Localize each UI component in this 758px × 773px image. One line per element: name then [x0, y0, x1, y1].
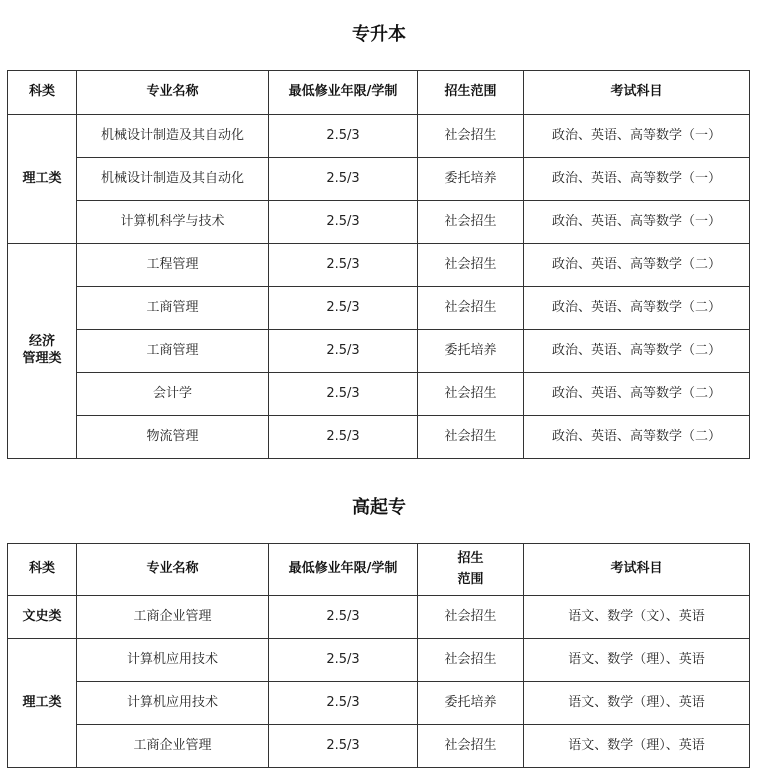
table-row	[8, 682, 750, 725]
header-scope-line: 招生	[457, 550, 484, 566]
scope-cell: 社会招生	[418, 201, 524, 244]
scope-cell: 委托培养	[418, 330, 524, 373]
years-cell: 2.5/3	[269, 725, 418, 768]
header-exam: 考试科目	[524, 544, 750, 596]
major-cell: 机械设计制造及其自动化	[77, 158, 269, 201]
major-cell: 物流管理	[77, 416, 269, 459]
major-cell: 工程管理	[77, 244, 269, 287]
scope-cell: 社会招生	[418, 115, 524, 158]
table-row	[8, 725, 750, 768]
scope-cell: 社会招生	[418, 244, 524, 287]
major-cell: 机械设计制造及其自动化	[77, 115, 269, 158]
category-cell: 理工类	[8, 639, 77, 768]
exam-cell: 政治、英语、高等数学（一）	[524, 115, 750, 158]
category-line: 经济	[28, 334, 55, 350]
category-line: 管理类	[22, 351, 62, 366]
table-row	[8, 416, 750, 459]
years-cell: 2.5/3	[269, 682, 418, 725]
years-cell: 2.5/3	[269, 416, 418, 459]
scope-cell: 委托培养	[418, 682, 524, 725]
table-row	[8, 596, 750, 639]
years-cell: 2.5/3	[269, 158, 418, 201]
major-cell: 计算机应用技术	[77, 639, 269, 682]
years-cell: 2.5/3	[269, 373, 418, 416]
gaoqizhuan-table	[7, 543, 750, 768]
table1-title: 专升本	[352, 24, 406, 45]
zhuanshengben-table	[7, 70, 750, 459]
table-row	[8, 330, 750, 373]
major-cell: 工商管理	[77, 287, 269, 330]
exam-cell: 政治、英语、高等数学（二）	[524, 416, 750, 459]
scope-cell: 委托培养	[418, 158, 524, 201]
scope-cell: 社会招生	[418, 373, 524, 416]
major-cell: 计算机应用技术	[77, 682, 269, 725]
years-cell: 2.5/3	[269, 596, 418, 639]
header-category: 科类	[8, 544, 77, 596]
category-cell: 理工类	[8, 115, 77, 244]
exam-cell: 语文、数学（文）、英语	[524, 596, 750, 639]
table2-title: 高起专	[352, 497, 406, 518]
major-cell: 工商企业管理	[77, 596, 269, 639]
years-cell: 2.5/3	[269, 201, 418, 244]
years-cell: 2.5/3	[269, 639, 418, 682]
years-cell: 2.5/3	[269, 330, 418, 373]
years-cell: 2.5/3	[269, 287, 418, 330]
category-cell	[8, 244, 77, 459]
table-row	[8, 158, 750, 201]
header-category: 科类	[8, 71, 77, 115]
table-row	[8, 639, 750, 682]
years-cell: 2.5/3	[269, 244, 418, 287]
table-header-row	[8, 71, 750, 115]
header-years: 最低修业年限/学制	[269, 544, 418, 596]
table-row	[8, 201, 750, 244]
scope-cell: 社会招生	[418, 416, 524, 459]
scope-cell: 社会招生	[418, 287, 524, 330]
major-cell: 计算机科学与技术	[77, 201, 269, 244]
exam-cell: 政治、英语、高等数学（二）	[524, 330, 750, 373]
header-major: 专业名称	[77, 71, 269, 115]
table-header-row	[8, 544, 750, 596]
table-row	[8, 115, 750, 158]
exam-cell: 政治、英语、高等数学（二）	[524, 244, 750, 287]
exam-cell: 语文、数学（理）、英语	[524, 639, 750, 682]
header-years: 最低修业年限/学制	[269, 71, 418, 115]
major-cell: 工商管理	[77, 330, 269, 373]
exam-cell: 政治、英语、高等数学（二）	[524, 373, 750, 416]
exam-cell: 政治、英语、高等数学（一）	[524, 201, 750, 244]
header-major: 专业名称	[77, 544, 269, 596]
table-row	[8, 244, 750, 287]
header-scope-line: 范围	[457, 571, 484, 587]
exam-cell: 语文、数学（理）、英语	[524, 725, 750, 768]
table-row	[8, 373, 750, 416]
major-cell: 工商企业管理	[77, 725, 269, 768]
header-exam: 考试科目	[524, 71, 750, 115]
exam-cell: 政治、英语、高等数学（一）	[524, 158, 750, 201]
scope-cell: 社会招生	[418, 596, 524, 639]
scope-cell: 社会招生	[418, 639, 524, 682]
header-scope	[418, 544, 524, 596]
header-scope: 招生范围	[418, 71, 524, 115]
table-row	[8, 287, 750, 330]
exam-cell: 语文、数学（理）、英语	[524, 682, 750, 725]
category-cell: 文史类	[8, 596, 77, 639]
years-cell: 2.5/3	[269, 115, 418, 158]
major-cell: 会计学	[77, 373, 269, 416]
scope-cell: 社会招生	[418, 725, 524, 768]
exam-cell: 政治、英语、高等数学（二）	[524, 287, 750, 330]
